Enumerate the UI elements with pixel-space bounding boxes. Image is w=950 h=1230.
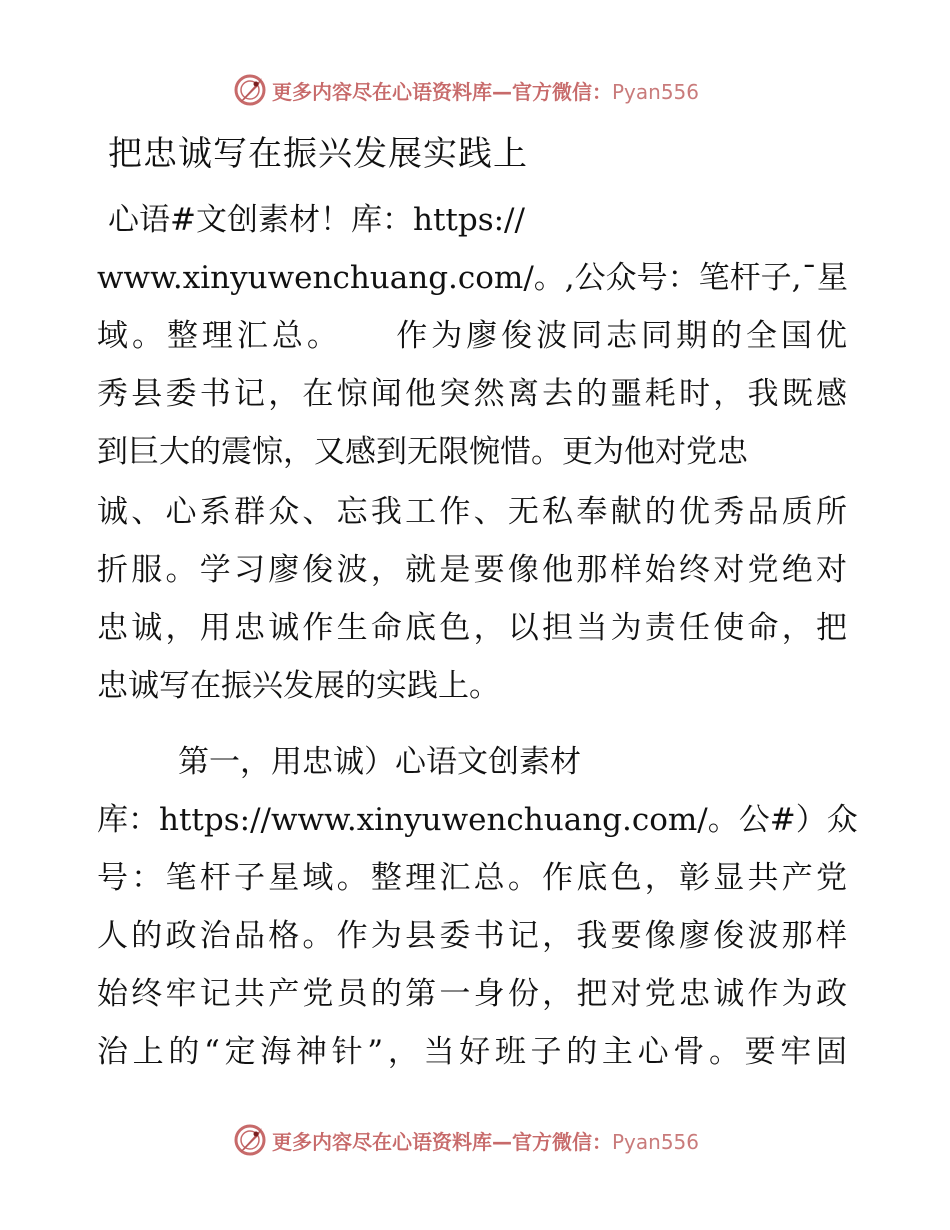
- body-line: 治上的“定海神针”，当好班子的主心骨。要牢固: [97, 1034, 847, 1070]
- body-line: www.xinyuwenchuang.com/。,公众号：笔杆子,¯星: [97, 260, 848, 296]
- section-heading-line: 第一，用忠诚）心语文创素材: [178, 744, 581, 780]
- body-line: 心语#文创素材！库：https://: [108, 202, 525, 238]
- banner-handle: Pyan556: [612, 1129, 700, 1154]
- quill-seal-icon: [232, 72, 268, 108]
- body-line: 诚、心系群众、忘我工作、无私奉献的优秀品质所: [97, 494, 847, 530]
- banner-handle: Pyan556: [612, 79, 700, 104]
- body-line: 始终牢记共产党员的第一身份，把对党忠诚作为政: [97, 976, 847, 1012]
- body-line: 到巨大的震惊，又感到无限惋惜。更为他对党忠: [97, 434, 748, 470]
- banner-label: 更多内容尽在心语资料库—官方微信：: [272, 1129, 612, 1154]
- body-line: 忠诚写在振兴发展的实践上。: [97, 668, 500, 704]
- body-line: 忠诚，用忠诚作生命底色，以担当为责任使命，把: [97, 610, 847, 646]
- body-line: 折服。学习廖俊波，就是要像他那样始终对党绝对: [97, 552, 847, 588]
- banner-text: [272, 1126, 699, 1155]
- body-line: 秀县委书记，在惊闻他突然离去的噩耗时，我既感: [97, 376, 847, 412]
- header-banner: [232, 72, 712, 108]
- body-line: 库：https://www.xinyuwenchuang.com/。公#）众: [97, 802, 858, 838]
- quill-seal-icon: [232, 1122, 268, 1158]
- body-line: 人的政治品格。作为县委书记，我要像廖俊波那样: [97, 918, 847, 954]
- banner-text: [272, 76, 699, 105]
- body-line: 号：笔杆子星域。整理汇总。作底色，彰显共产党: [97, 860, 847, 896]
- body-line: 域。整理汇总。 作为廖俊波同志同期的全国优: [97, 318, 847, 354]
- document-title: 把忠诚写在振兴发展实践上: [108, 134, 528, 174]
- banner-label: 更多内容尽在心语资料库—官方微信：: [272, 79, 612, 104]
- footer-banner: [232, 1122, 712, 1158]
